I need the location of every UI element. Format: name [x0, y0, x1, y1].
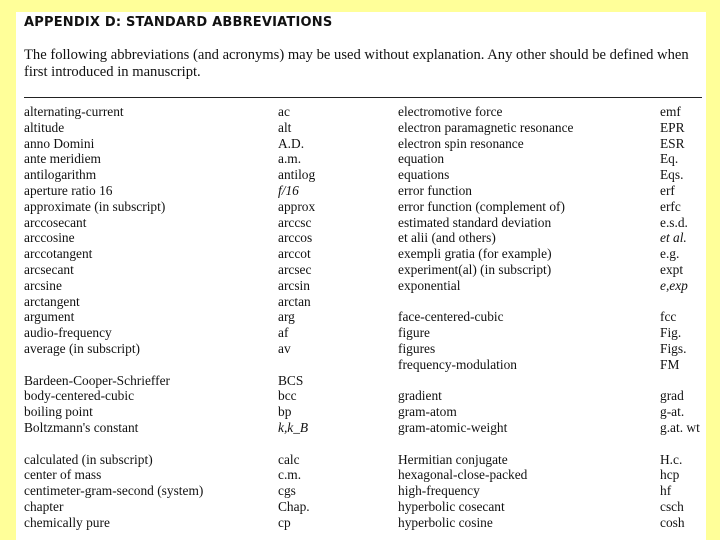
table-row [24, 483, 386, 499]
abbreviation: a.m. [278, 151, 302, 167]
term: anno Domini [24, 135, 95, 151]
term: arccosecant [24, 214, 87, 230]
abbreviation: erf [660, 182, 675, 198]
term: gram-atomic-weight [398, 419, 508, 435]
term: error function (complement of) [398, 198, 565, 214]
term: arccotangent [24, 246, 93, 262]
term: chemically pure [24, 514, 110, 530]
abbreviation: EPR [660, 119, 685, 135]
term: electron paramagnetic resonance [398, 119, 574, 135]
term: et alii (and others) [398, 230, 496, 246]
table-row [398, 309, 704, 325]
term: gradient [398, 388, 442, 404]
horizontal-rule [24, 97, 702, 98]
abbreviation: Figs. [660, 340, 687, 356]
term: aperture ratio 16 [24, 182, 113, 198]
abbreviation: arccsc [278, 214, 312, 230]
abbreviation: av [278, 340, 291, 356]
term: audio-frequency [24, 325, 112, 341]
term: calculated (in subscript) [24, 451, 153, 467]
table-row [398, 499, 704, 515]
abbreviation: ac [278, 104, 290, 119]
term: arcsine [24, 277, 62, 293]
table-row [24, 341, 386, 357]
table-row [24, 404, 386, 420]
table-row [24, 104, 386, 120]
abbreviation: arccos [278, 230, 313, 246]
term: equations [398, 167, 450, 183]
table-row [398, 246, 704, 262]
abbreviation: expt [660, 261, 684, 277]
abbreviation: erfc [660, 198, 681, 214]
abbreviation: bp [278, 404, 292, 420]
table-row [398, 278, 704, 294]
table-row [398, 262, 704, 278]
table-row [24, 373, 386, 389]
term: estimated standard deviation [398, 214, 552, 230]
abbreviation: cosh [660, 514, 685, 530]
abbreviation: calc [278, 451, 300, 467]
term: hexagonal-close-packed [398, 467, 528, 483]
table-row [24, 499, 386, 515]
table-row [398, 483, 704, 499]
term: average (in subscript) [24, 340, 141, 356]
term: exempli gratia (for example) [398, 246, 552, 262]
table-row [398, 341, 704, 357]
table-row [24, 151, 386, 167]
abbreviation: H.c. [660, 451, 683, 467]
term: Bardeen-Cooper-Schrieffer [24, 372, 170, 388]
term: arctangent [24, 293, 80, 309]
term: boiling point [24, 404, 93, 420]
table-row [398, 452, 704, 468]
abbreviation: cgs [278, 483, 296, 499]
abbreviation: fcc [660, 309, 677, 325]
abbreviation: hf [660, 483, 672, 499]
table-row [24, 167, 386, 183]
term: figures [398, 340, 436, 356]
table-row [398, 420, 704, 436]
term: frequency-modulation [398, 356, 517, 372]
term: Hermitian conjugate [398, 451, 508, 467]
abbreviation: Eqs. [660, 167, 684, 183]
table-row [24, 246, 386, 262]
page-title: APPENDIX D: STANDARD ABBREVIATIONS [24, 15, 333, 30]
table-row [24, 294, 386, 310]
term: electron spin resonance [398, 135, 524, 151]
table-row [24, 136, 386, 152]
intro-paragraph: The following abbreviations (and acronyms) may be used without explanation. Any other should be defined when first introduced in manuscript. [24, 47, 689, 80]
abbreviation: hcp [660, 467, 680, 483]
table-row [398, 183, 704, 199]
abbreviation: k,k_B [278, 419, 309, 435]
table-row [24, 309, 386, 325]
abbreviation: BCS [278, 372, 304, 388]
abbreviation: emf [660, 104, 681, 119]
table-row [398, 120, 704, 136]
table-row [24, 120, 386, 136]
table-row [24, 230, 386, 246]
term: antilogarithm [24, 167, 97, 183]
term: hyperbolic cosecant [398, 498, 505, 514]
table-row [24, 388, 386, 404]
table-row [24, 278, 386, 294]
table-row [24, 325, 386, 341]
term: experiment(al) (in subscript) [398, 261, 552, 277]
abbreviation: af [278, 325, 289, 341]
table-row [24, 262, 386, 278]
table-row [24, 515, 386, 531]
abbreviation: csch [660, 498, 684, 514]
term: electromotive force [398, 104, 503, 119]
term: center of mass [24, 467, 102, 483]
term: error function [398, 182, 472, 198]
abbreviation: arcsin [278, 277, 310, 293]
table-row [398, 388, 704, 404]
term: high-frequency [398, 483, 480, 499]
table-row [398, 325, 704, 341]
table-row [398, 230, 704, 246]
table-row [398, 104, 704, 120]
abbreviation: arg [278, 309, 295, 325]
table-row [398, 215, 704, 231]
term: hyperbolic cosine [398, 514, 493, 530]
table-row [24, 452, 386, 468]
term: face-centered-cubic [398, 309, 504, 325]
term: approximate (in subscript) [24, 198, 166, 214]
abbreviation: approx [278, 198, 316, 214]
term: exponential [398, 277, 461, 293]
term: equation [398, 151, 445, 167]
table-row [24, 183, 386, 199]
abbreviation: bcc [278, 388, 297, 404]
abbreviation: c.m. [278, 467, 302, 483]
abbreviation: Fig. [660, 325, 682, 341]
right-column [398, 104, 704, 531]
table-row [398, 199, 704, 215]
table-row [398, 404, 704, 420]
abbreviation: grad [660, 388, 684, 404]
term: arccosine [24, 230, 75, 246]
abbreviation: et al. [660, 230, 687, 246]
abbreviation: g.at. wt [660, 419, 700, 435]
abbreviation: e.s.d. [660, 214, 688, 230]
table-row [24, 215, 386, 231]
table-row [398, 136, 704, 152]
document-page [16, 12, 706, 540]
abbreviation: arctan [278, 293, 311, 309]
term: arcsecant [24, 261, 74, 277]
abbreviation: ESR [660, 135, 685, 151]
abbreviation: e.g. [660, 246, 680, 262]
term: altitude [24, 119, 65, 135]
table-row [398, 357, 704, 373]
abbreviation: cp [278, 514, 291, 530]
term: ante meridiem [24, 151, 101, 167]
table-row [24, 467, 386, 483]
term: body-centered-cubic [24, 388, 135, 404]
term: centimeter-gram-second (system) [24, 483, 204, 499]
table-row [24, 420, 386, 436]
abbreviation: A.D. [278, 135, 305, 151]
table-row [24, 199, 386, 215]
term: Boltzmann's constant [24, 419, 139, 435]
abbreviation: arcsec [278, 261, 312, 277]
term: figure [398, 325, 430, 341]
abbreviation: Eq. [660, 151, 679, 167]
term: argument [24, 309, 75, 325]
abbreviation: f/16 [278, 182, 299, 198]
table-row [398, 515, 704, 531]
term: gram-atom [398, 404, 457, 420]
left-column [24, 104, 386, 531]
abbreviation: antilog [278, 167, 316, 183]
abbreviation: Chap. [278, 498, 310, 514]
abbreviation: FM [660, 356, 680, 372]
term: alternating-current [24, 104, 124, 119]
table-row [398, 167, 704, 183]
table-row [398, 467, 704, 483]
term: chapter [24, 498, 64, 514]
abbreviation: alt [278, 119, 292, 135]
abbreviation: e,exp [660, 277, 688, 293]
abbreviation: arccot [278, 246, 311, 262]
table-row [398, 151, 704, 167]
abbreviation: g-at. [660, 404, 685, 420]
